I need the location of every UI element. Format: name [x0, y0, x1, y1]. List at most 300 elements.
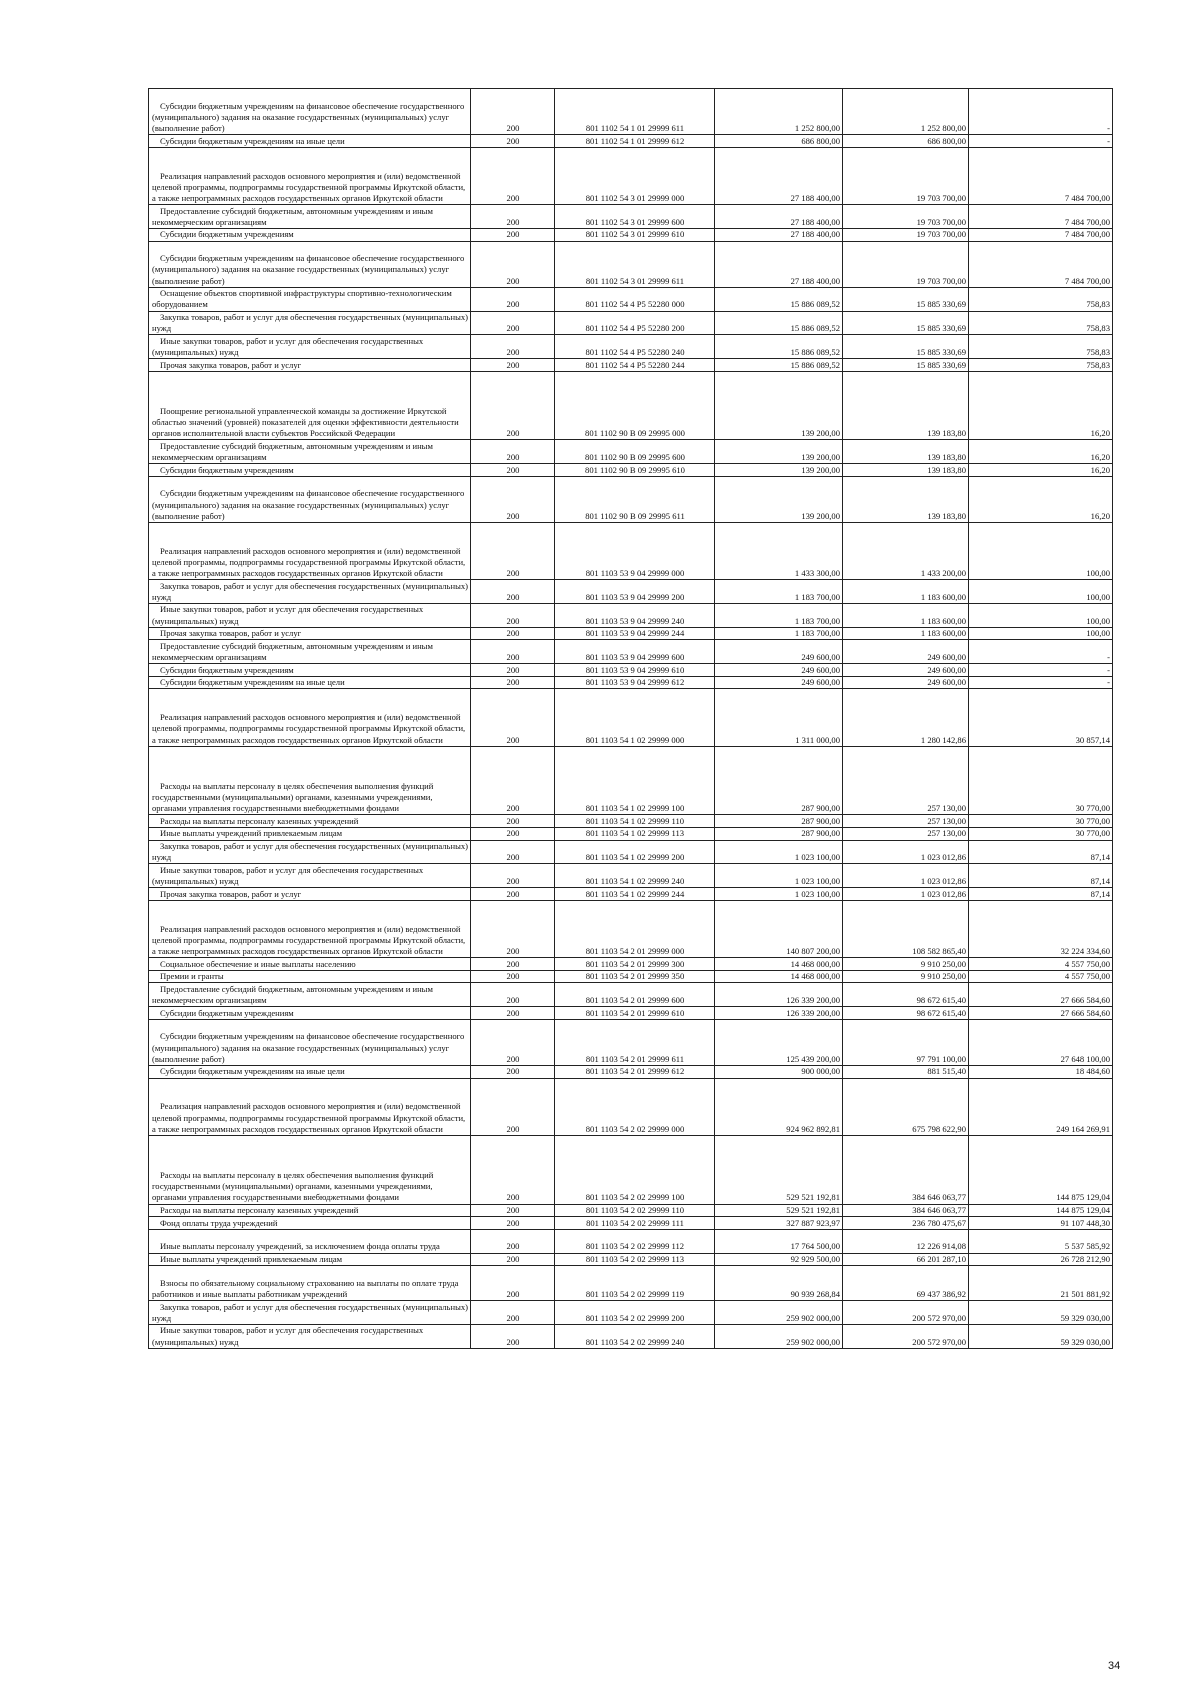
- table-row: [149, 1229, 1113, 1253]
- unexecuted-amount-cell: 59 329 030,00: [969, 1301, 1113, 1325]
- table-row: [149, 970, 1113, 983]
- unexecuted-amount-cell: 7 484 700,00: [969, 147, 1113, 204]
- table-row: [149, 241, 1113, 287]
- expense-name-cell: Субсидии бюджетным учреждениям на финансовое обеспечение государственного (муниципального) задания на оказание государственных (муниципальных) услуг (выполнение работ): [149, 476, 471, 522]
- approved-amount-cell: 1 183 700,00: [715, 580, 843, 604]
- budget-classification-code-cell: 801 1103 54 2 01 29999 000: [555, 900, 715, 957]
- expense-name-cell: Оснащение объектов спортивной инфраструктуры спортивно-технологическим оборудованием: [149, 287, 471, 311]
- status-code-cell: 200: [471, 1204, 555, 1217]
- unexecuted-amount-cell: 30 770,00: [969, 746, 1113, 815]
- unexecuted-amount-cell: 4 557 750,00: [969, 970, 1113, 983]
- executed-amount-cell: 257 130,00: [843, 828, 969, 841]
- executed-amount-cell: 686 800,00: [843, 135, 969, 148]
- table-body: [149, 89, 1113, 1349]
- expense-name-cell: Иные выплаты учреждений привлекаемым лицам: [149, 1253, 471, 1266]
- expense-name-cell: Иные выплаты персоналу учреждений, за исключением фонда оплаты труда: [149, 1229, 471, 1253]
- status-code-cell: 200: [471, 1324, 555, 1348]
- approved-amount-cell: 139 200,00: [715, 476, 843, 522]
- approved-amount-cell: 27 188 400,00: [715, 147, 843, 204]
- executed-amount-cell: 19 703 700,00: [843, 228, 969, 241]
- expense-name-cell: Субсидии бюджетным учреждениям на иные цели: [149, 135, 471, 148]
- status-code-cell: 200: [471, 604, 555, 628]
- executed-amount-cell: 69 437 386,92: [843, 1266, 969, 1301]
- unexecuted-amount-cell: 758,83: [969, 287, 1113, 311]
- approved-amount-cell: 249 600,00: [715, 676, 843, 689]
- expense-name-cell: Расходы на выплаты персоналу в целях обеспечения выполнения функций государственными (муниципальными) органами, казенными учреждениями, органами управления государственными внебюджетными фондами: [149, 746, 471, 815]
- executed-amount-cell: 98 672 615,40: [843, 1007, 969, 1020]
- budget-execution-table: [148, 88, 1113, 1349]
- approved-amount-cell: 900 000,00: [715, 1065, 843, 1078]
- status-code-cell: 200: [471, 1007, 555, 1020]
- expense-name-cell: Иные закупки товаров, работ и услуг для обеспечения государственных (муниципальных) нужд: [149, 335, 471, 359]
- executed-amount-cell: 19 703 700,00: [843, 241, 969, 287]
- unexecuted-amount-cell: 5 537 585,92: [969, 1229, 1113, 1253]
- approved-amount-cell: 15 886 089,52: [715, 359, 843, 372]
- table-row: [149, 89, 1113, 135]
- approved-amount-cell: 259 902 000,00: [715, 1301, 843, 1325]
- status-code-cell: 200: [471, 335, 555, 359]
- unexecuted-amount-cell: 30 770,00: [969, 828, 1113, 841]
- expense-name-cell: Реализация направлений расходов основного мероприятия и (или) ведомственной целевой программы, подпрограммы государственной программы Иркутской области, а также непрограммных расходов государственных органов Иркутской области: [149, 1078, 471, 1135]
- status-code-cell: 200: [471, 888, 555, 901]
- expense-name-cell: Прочая закупка товаров, работ и услуг: [149, 888, 471, 901]
- table-row: [149, 228, 1113, 241]
- executed-amount-cell: 257 130,00: [843, 815, 969, 828]
- approved-amount-cell: 15 886 089,52: [715, 335, 843, 359]
- executed-amount-cell: 1 023 012,86: [843, 864, 969, 888]
- unexecuted-amount-cell: 30 857,14: [969, 689, 1113, 746]
- executed-amount-cell: 139 183,80: [843, 476, 969, 522]
- expense-name-cell: Закупка товаров, работ и услуг для обеспечения государственных (муниципальных) нужд: [149, 840, 471, 864]
- expense-name-cell: Расходы на выплаты персоналу казенных учреждений: [149, 1204, 471, 1217]
- table-row: [149, 1324, 1113, 1348]
- table-row: [149, 1217, 1113, 1230]
- unexecuted-amount-cell: -: [969, 664, 1113, 677]
- table-row: [149, 840, 1113, 864]
- budget-classification-code-cell: 801 1102 90 В 09 29995 600: [555, 440, 715, 464]
- approved-amount-cell: 90 939 268,84: [715, 1266, 843, 1301]
- budget-classification-code-cell: 801 1103 54 2 02 29999 111: [555, 1217, 715, 1230]
- table-row: [149, 580, 1113, 604]
- unexecuted-amount-cell: 26 728 212,90: [969, 1253, 1113, 1266]
- approved-amount-cell: 1 433 300,00: [715, 522, 843, 579]
- approved-amount-cell: 125 439 200,00: [715, 1019, 843, 1065]
- executed-amount-cell: 675 798 622,90: [843, 1078, 969, 1135]
- unexecuted-amount-cell: 16,20: [969, 464, 1113, 477]
- expense-name-cell: Предоставление субсидий бюджетным, автономным учреждениям и иным некоммерческим организациям: [149, 205, 471, 229]
- expense-name-cell: Субсидии бюджетным учреждениям на финансовое обеспечение государственного (муниципального) задания на оказание государственных (муниципальных) услуг (выполнение работ): [149, 1019, 471, 1065]
- budget-classification-code-cell: 801 1102 54 3 01 29999 600: [555, 205, 715, 229]
- budget-classification-code-cell: 801 1102 54 1 01 29999 612: [555, 135, 715, 148]
- expense-name-cell: Закупка товаров, работ и услуг для обеспечения государственных (муниципальных) нужд: [149, 580, 471, 604]
- budget-classification-code-cell: 801 1102 54 4 P5 52280 244: [555, 359, 715, 372]
- table-row: [149, 522, 1113, 579]
- executed-amount-cell: 19 703 700,00: [843, 147, 969, 204]
- expense-name-cell: Субсидии бюджетным учреждениям на финансовое обеспечение государственного (муниципального) задания на оказание государственных (муниципальных) услуг (выполнение работ): [149, 89, 471, 135]
- approved-amount-cell: 27 188 400,00: [715, 205, 843, 229]
- approved-amount-cell: 14 468 000,00: [715, 958, 843, 971]
- executed-amount-cell: 19 703 700,00: [843, 205, 969, 229]
- status-code-cell: 200: [471, 689, 555, 746]
- unexecuted-amount-cell: 16,20: [969, 440, 1113, 464]
- expense-name-cell: Взносы по обязательному социальному страхованию на выплаты по оплате труда работников и иные выплаты работникам учреждений: [149, 1266, 471, 1301]
- executed-amount-cell: 108 582 865,40: [843, 900, 969, 957]
- expense-name-cell: Реализация направлений расходов основного мероприятия и (или) ведомственной целевой программы, подпрограммы государственной программы Иркутской области, а также непрограммных расходов государственных органов Иркутской области: [149, 900, 471, 957]
- executed-amount-cell: 9 910 250,00: [843, 958, 969, 971]
- status-code-cell: 200: [471, 958, 555, 971]
- executed-amount-cell: 249 600,00: [843, 664, 969, 677]
- table-row: [149, 359, 1113, 372]
- executed-amount-cell: 15 885 330,69: [843, 311, 969, 335]
- executed-amount-cell: 1 280 142,86: [843, 689, 969, 746]
- budget-classification-code-cell: 801 1102 54 3 01 29999 611: [555, 241, 715, 287]
- budget-classification-code-cell: 801 1103 53 9 04 29999 612: [555, 676, 715, 689]
- budget-classification-code-cell: 801 1103 54 1 02 29999 100: [555, 746, 715, 815]
- expense-name-cell: Субсидии бюджетным учреждениям: [149, 228, 471, 241]
- budget-classification-code-cell: 801 1103 54 1 02 29999 113: [555, 828, 715, 841]
- budget-classification-code-cell: 801 1103 53 9 04 29999 244: [555, 627, 715, 640]
- table-row: [149, 746, 1113, 815]
- executed-amount-cell: 236 780 475,67: [843, 1217, 969, 1230]
- table-row: [149, 983, 1113, 1007]
- status-code-cell: 200: [471, 89, 555, 135]
- status-code-cell: 200: [471, 311, 555, 335]
- status-code-cell: 200: [471, 983, 555, 1007]
- expense-name-cell: Поощрение региональной управленческой команды за достижение Иркутской областью значений (уровней) показателей для оценки эффективности деятельности органов исполнительной власти субъектов Российской Федерации: [149, 371, 471, 440]
- status-code-cell: 200: [471, 970, 555, 983]
- table-row: [149, 900, 1113, 957]
- executed-amount-cell: 384 646 063,77: [843, 1204, 969, 1217]
- expense-name-cell: Предоставление субсидий бюджетным, автономным учреждениям и иным некоммерческим организациям: [149, 440, 471, 464]
- table-row: [149, 888, 1113, 901]
- table-row: [149, 958, 1113, 971]
- executed-amount-cell: 1 023 012,86: [843, 888, 969, 901]
- expense-name-cell: Предоставление субсидий бюджетным, автономным учреждениям и иным некоммерческим организациям: [149, 640, 471, 664]
- executed-amount-cell: 257 130,00: [843, 746, 969, 815]
- budget-classification-code-cell: 801 1103 54 1 02 29999 200: [555, 840, 715, 864]
- executed-amount-cell: 15 885 330,69: [843, 335, 969, 359]
- unexecuted-amount-cell: 249 164 269,91: [969, 1078, 1113, 1135]
- budget-classification-code-cell: 801 1102 54 4 P5 52280 240: [555, 335, 715, 359]
- table-row: [149, 464, 1113, 477]
- unexecuted-amount-cell: 100,00: [969, 580, 1113, 604]
- approved-amount-cell: 287 900,00: [715, 828, 843, 841]
- expense-name-cell: Реализация направлений расходов основного мероприятия и (или) ведомственной целевой программы, подпрограммы государственной программы Иркутской области, а также непрограммных расходов государственных органов Иркутской области: [149, 689, 471, 746]
- expense-name-cell: Прочая закупка товаров, работ и услуг: [149, 627, 471, 640]
- expense-name-cell: Субсидии бюджетным учреждениям: [149, 1007, 471, 1020]
- status-code-cell: 200: [471, 1301, 555, 1325]
- table-row: [149, 147, 1113, 204]
- expense-name-cell: Иные закупки товаров, работ и услуг для обеспечения государственных (муниципальных) нужд: [149, 604, 471, 628]
- unexecuted-amount-cell: 87,14: [969, 840, 1113, 864]
- executed-amount-cell: 1 023 012,86: [843, 840, 969, 864]
- unexecuted-amount-cell: 30 770,00: [969, 815, 1113, 828]
- approved-amount-cell: 15 886 089,52: [715, 287, 843, 311]
- budget-classification-code-cell: 801 1103 54 1 02 29999 000: [555, 689, 715, 746]
- executed-amount-cell: 1 252 800,00: [843, 89, 969, 135]
- table-row: [149, 676, 1113, 689]
- expense-name-cell: Прочая закупка товаров, работ и услуг: [149, 359, 471, 372]
- unexecuted-amount-cell: 758,83: [969, 335, 1113, 359]
- table-row: [149, 287, 1113, 311]
- unexecuted-amount-cell: 91 107 448,30: [969, 1217, 1113, 1230]
- unexecuted-amount-cell: -: [969, 640, 1113, 664]
- status-code-cell: 200: [471, 676, 555, 689]
- budget-classification-code-cell: 801 1103 54 2 01 29999 612: [555, 1065, 715, 1078]
- budget-classification-code-cell: 801 1103 53 9 04 29999 200: [555, 580, 715, 604]
- unexecuted-amount-cell: -: [969, 676, 1113, 689]
- expense-name-cell: Реализация направлений расходов основного мероприятия и (или) ведомственной целевой программы, подпрограммы государственной программы Иркутской области, а также непрограммных расходов государственных органов Иркутской области: [149, 147, 471, 204]
- table-row: [149, 664, 1113, 677]
- budget-classification-code-cell: 801 1103 54 2 02 29999 200: [555, 1301, 715, 1325]
- status-code-cell: 200: [471, 864, 555, 888]
- executed-amount-cell: 15 885 330,69: [843, 359, 969, 372]
- table-row: [149, 205, 1113, 229]
- status-code-cell: 200: [471, 580, 555, 604]
- unexecuted-amount-cell: 100,00: [969, 627, 1113, 640]
- budget-classification-code-cell: 801 1103 54 1 02 29999 240: [555, 864, 715, 888]
- unexecuted-amount-cell: 87,14: [969, 864, 1113, 888]
- approved-amount-cell: 126 339 200,00: [715, 983, 843, 1007]
- table-row: [149, 371, 1113, 440]
- executed-amount-cell: 97 791 100,00: [843, 1019, 969, 1065]
- table-row: [149, 828, 1113, 841]
- status-code-cell: 200: [471, 522, 555, 579]
- table-row: [149, 476, 1113, 522]
- executed-amount-cell: 1 183 600,00: [843, 580, 969, 604]
- unexecuted-amount-cell: 100,00: [969, 522, 1113, 579]
- unexecuted-amount-cell: 758,83: [969, 359, 1113, 372]
- expense-name-cell: Субсидии бюджетным учреждениям на иные цели: [149, 676, 471, 689]
- approved-amount-cell: 27 188 400,00: [715, 241, 843, 287]
- table-row: [149, 335, 1113, 359]
- unexecuted-amount-cell: -: [969, 135, 1113, 148]
- approved-amount-cell: 1 023 100,00: [715, 888, 843, 901]
- unexecuted-amount-cell: 27 666 584,60: [969, 983, 1113, 1007]
- status-code-cell: 200: [471, 1266, 555, 1301]
- status-code-cell: 200: [471, 147, 555, 204]
- budget-classification-code-cell: 801 1103 54 1 02 29999 110: [555, 815, 715, 828]
- executed-amount-cell: 9 910 250,00: [843, 970, 969, 983]
- approved-amount-cell: 27 188 400,00: [715, 228, 843, 241]
- expense-name-cell: Иные закупки товаров, работ и услуг для обеспечения государственных (муниципальных) нужд: [149, 1324, 471, 1348]
- expense-name-cell: Предоставление субсидий бюджетным, автономным учреждениям и иным некоммерческим организациям: [149, 983, 471, 1007]
- approved-amount-cell: 1 252 800,00: [715, 89, 843, 135]
- table-row: [149, 627, 1113, 640]
- table-row: [149, 135, 1113, 148]
- budget-classification-code-cell: 801 1102 54 3 01 29999 000: [555, 147, 715, 204]
- executed-amount-cell: 15 885 330,69: [843, 287, 969, 311]
- unexecuted-amount-cell: 27 648 100,00: [969, 1019, 1113, 1065]
- budget-classification-code-cell: 801 1103 54 2 01 29999 300: [555, 958, 715, 971]
- executed-amount-cell: 881 515,40: [843, 1065, 969, 1078]
- executed-amount-cell: 139 183,80: [843, 464, 969, 477]
- budget-classification-code-cell: 801 1103 54 2 02 29999 113: [555, 1253, 715, 1266]
- executed-amount-cell: 1 433 200,00: [843, 522, 969, 579]
- expense-name-cell: Субсидии бюджетным учреждениям: [149, 464, 471, 477]
- approved-amount-cell: 259 902 000,00: [715, 1324, 843, 1348]
- budget-classification-code-cell: 801 1103 54 2 01 29999 600: [555, 983, 715, 1007]
- table-row: [149, 1019, 1113, 1065]
- executed-amount-cell: 139 183,80: [843, 371, 969, 440]
- approved-amount-cell: 1 183 700,00: [715, 627, 843, 640]
- budget-classification-code-cell: 801 1103 53 9 04 29999 240: [555, 604, 715, 628]
- expense-name-cell: Субсидии бюджетным учреждениям на иные цели: [149, 1065, 471, 1078]
- approved-amount-cell: 529 521 192,81: [715, 1135, 843, 1204]
- budget-classification-code-cell: 801 1103 54 2 02 29999 112: [555, 1229, 715, 1253]
- executed-amount-cell: 200 572 970,00: [843, 1301, 969, 1325]
- status-code-cell: 200: [471, 640, 555, 664]
- unexecuted-amount-cell: 7 484 700,00: [969, 205, 1113, 229]
- unexecuted-amount-cell: 21 501 881,92: [969, 1266, 1113, 1301]
- status-code-cell: 200: [471, 1078, 555, 1135]
- status-code-cell: 200: [471, 241, 555, 287]
- budget-classification-code-cell: 801 1103 54 2 01 29999 611: [555, 1019, 715, 1065]
- budget-classification-code-cell: 801 1102 54 3 01 29999 610: [555, 228, 715, 241]
- budget-classification-code-cell: 801 1102 90 В 09 29995 610: [555, 464, 715, 477]
- expense-name-cell: Расходы на выплаты персоналу в целях обеспечения выполнения функций государственными (муниципальными) органами, казенными учреждениями, органами управления государственными внебюджетными фондами: [149, 1135, 471, 1204]
- status-code-cell: 200: [471, 359, 555, 372]
- executed-amount-cell: 66 201 287,10: [843, 1253, 969, 1266]
- table-row: [149, 1266, 1113, 1301]
- table-row: [149, 864, 1113, 888]
- budget-classification-code-cell: 801 1103 54 2 01 29999 610: [555, 1007, 715, 1020]
- expense-name-cell: Социальное обеспечение и иные выплаты населению: [149, 958, 471, 971]
- approved-amount-cell: 15 886 089,52: [715, 311, 843, 335]
- approved-amount-cell: 139 200,00: [715, 371, 843, 440]
- unexecuted-amount-cell: 27 666 584,60: [969, 1007, 1113, 1020]
- budget-classification-code-cell: 801 1102 54 4 P5 52280 200: [555, 311, 715, 335]
- status-code-cell: 200: [471, 1217, 555, 1230]
- unexecuted-amount-cell: 4 557 750,00: [969, 958, 1113, 971]
- table-row: [149, 640, 1113, 664]
- status-code-cell: 200: [471, 440, 555, 464]
- status-code-cell: 200: [471, 1065, 555, 1078]
- approved-amount-cell: 1 311 000,00: [715, 689, 843, 746]
- budget-classification-code-cell: 801 1103 54 2 02 29999 240: [555, 1324, 715, 1348]
- executed-amount-cell: 249 600,00: [843, 676, 969, 689]
- table-row: [149, 1007, 1113, 1020]
- unexecuted-amount-cell: 16,20: [969, 371, 1113, 440]
- table-row: [149, 1078, 1113, 1135]
- status-code-cell: 200: [471, 815, 555, 828]
- status-code-cell: 200: [471, 464, 555, 477]
- budget-classification-code-cell: 801 1103 54 2 02 29999 000: [555, 1078, 715, 1135]
- approved-amount-cell: 1 183 700,00: [715, 604, 843, 628]
- approved-amount-cell: 139 200,00: [715, 464, 843, 477]
- unexecuted-amount-cell: 758,83: [969, 311, 1113, 335]
- status-code-cell: 200: [471, 627, 555, 640]
- approved-amount-cell: 287 900,00: [715, 746, 843, 815]
- table-row: [149, 1065, 1113, 1078]
- status-code-cell: 200: [471, 900, 555, 957]
- table-row: [149, 689, 1113, 746]
- expense-name-cell: Иные закупки товаров, работ и услуг для обеспечения государственных (муниципальных) нужд: [149, 864, 471, 888]
- approved-amount-cell: 1 023 100,00: [715, 864, 843, 888]
- unexecuted-amount-cell: 144 875 129,04: [969, 1204, 1113, 1217]
- budget-classification-code-cell: 801 1103 54 2 02 29999 119: [555, 1266, 715, 1301]
- approved-amount-cell: 249 600,00: [715, 640, 843, 664]
- approved-amount-cell: 126 339 200,00: [715, 1007, 843, 1020]
- executed-amount-cell: 249 600,00: [843, 640, 969, 664]
- status-code-cell: 200: [471, 664, 555, 677]
- expense-name-cell: Иные выплаты учреждений привлекаемым лицам: [149, 828, 471, 841]
- executed-amount-cell: 12 226 914,08: [843, 1229, 969, 1253]
- table-row: [149, 1204, 1113, 1217]
- status-code-cell: 200: [471, 287, 555, 311]
- budget-classification-code-cell: 801 1103 54 2 02 29999 110: [555, 1204, 715, 1217]
- approved-amount-cell: 924 962 892,81: [715, 1078, 843, 1135]
- table-row: [149, 311, 1113, 335]
- status-code-cell: 200: [471, 840, 555, 864]
- expense-name-cell: Расходы на выплаты персоналу казенных учреждений: [149, 815, 471, 828]
- table-row: [149, 1301, 1113, 1325]
- budget-classification-code-cell: 801 1103 53 9 04 29999 600: [555, 640, 715, 664]
- expense-name-cell: Реализация направлений расходов основного мероприятия и (или) ведомственной целевой программы, подпрограммы государственной программы Иркутской области, а также непрограммных расходов государственных органов Иркутской области: [149, 522, 471, 579]
- approved-amount-cell: 686 800,00: [715, 135, 843, 148]
- budget-classification-code-cell: 801 1102 90 В 09 29995 611: [555, 476, 715, 522]
- table-row: [149, 1135, 1113, 1204]
- unexecuted-amount-cell: 32 224 334,60: [969, 900, 1113, 957]
- approved-amount-cell: 529 521 192,81: [715, 1204, 843, 1217]
- budget-classification-code-cell: 801 1103 53 9 04 29999 000: [555, 522, 715, 579]
- approved-amount-cell: 14 468 000,00: [715, 970, 843, 983]
- expense-name-cell: Премии и гранты: [149, 970, 471, 983]
- status-code-cell: 200: [471, 1135, 555, 1204]
- status-code-cell: 200: [471, 1019, 555, 1065]
- unexecuted-amount-cell: 7 484 700,00: [969, 228, 1113, 241]
- unexecuted-amount-cell: 59 329 030,00: [969, 1324, 1113, 1348]
- unexecuted-amount-cell: 7 484 700,00: [969, 241, 1113, 287]
- status-code-cell: 200: [471, 476, 555, 522]
- unexecuted-amount-cell: 87,14: [969, 888, 1113, 901]
- status-code-cell: 200: [471, 1229, 555, 1253]
- expense-name-cell: Закупка товаров, работ и услуг для обеспечения государственных (муниципальных) нужд: [149, 311, 471, 335]
- approved-amount-cell: 287 900,00: [715, 815, 843, 828]
- table-row: [149, 604, 1113, 628]
- status-code-cell: 200: [471, 228, 555, 241]
- expense-name-cell: Субсидии бюджетным учреждениям: [149, 664, 471, 677]
- unexecuted-amount-cell: 100,00: [969, 604, 1113, 628]
- status-code-cell: 200: [471, 135, 555, 148]
- executed-amount-cell: 200 572 970,00: [843, 1324, 969, 1348]
- status-code-cell: 200: [471, 746, 555, 815]
- executed-amount-cell: 1 183 600,00: [843, 627, 969, 640]
- budget-classification-code-cell: 801 1103 54 2 02 29999 100: [555, 1135, 715, 1204]
- approved-amount-cell: 249 600,00: [715, 664, 843, 677]
- approved-amount-cell: 327 887 923,97: [715, 1217, 843, 1230]
- approved-amount-cell: 140 807 200,00: [715, 900, 843, 957]
- unexecuted-amount-cell: -: [969, 89, 1113, 135]
- budget-classification-code-cell: 801 1102 54 4 P5 52280 000: [555, 287, 715, 311]
- budget-classification-code-cell: 801 1102 54 1 01 29999 611: [555, 89, 715, 135]
- executed-amount-cell: 139 183,80: [843, 440, 969, 464]
- table-row: [149, 1253, 1113, 1266]
- executed-amount-cell: 1 183 600,00: [843, 604, 969, 628]
- expense-name-cell: Субсидии бюджетным учреждениям на финансовое обеспечение государственного (муниципального) задания на оказание государственных (муниципальных) услуг (выполнение работ): [149, 241, 471, 287]
- budget-classification-code-cell: 801 1103 54 2 01 29999 350: [555, 970, 715, 983]
- status-code-cell: 200: [471, 205, 555, 229]
- budget-classification-code-cell: 801 1103 54 1 02 29999 244: [555, 888, 715, 901]
- budget-classification-code-cell: 801 1102 90 В 09 29995 000: [555, 371, 715, 440]
- status-code-cell: 200: [471, 1253, 555, 1266]
- expense-name-cell: Закупка товаров, работ и услуг для обеспечения государственных (муниципальных) нужд: [149, 1301, 471, 1325]
- status-code-cell: 200: [471, 828, 555, 841]
- expense-name-cell: Фонд оплаты труда учреждений: [149, 1217, 471, 1230]
- approved-amount-cell: 17 764 500,00: [715, 1229, 843, 1253]
- status-code-cell: 200: [471, 371, 555, 440]
- table-row: [149, 815, 1113, 828]
